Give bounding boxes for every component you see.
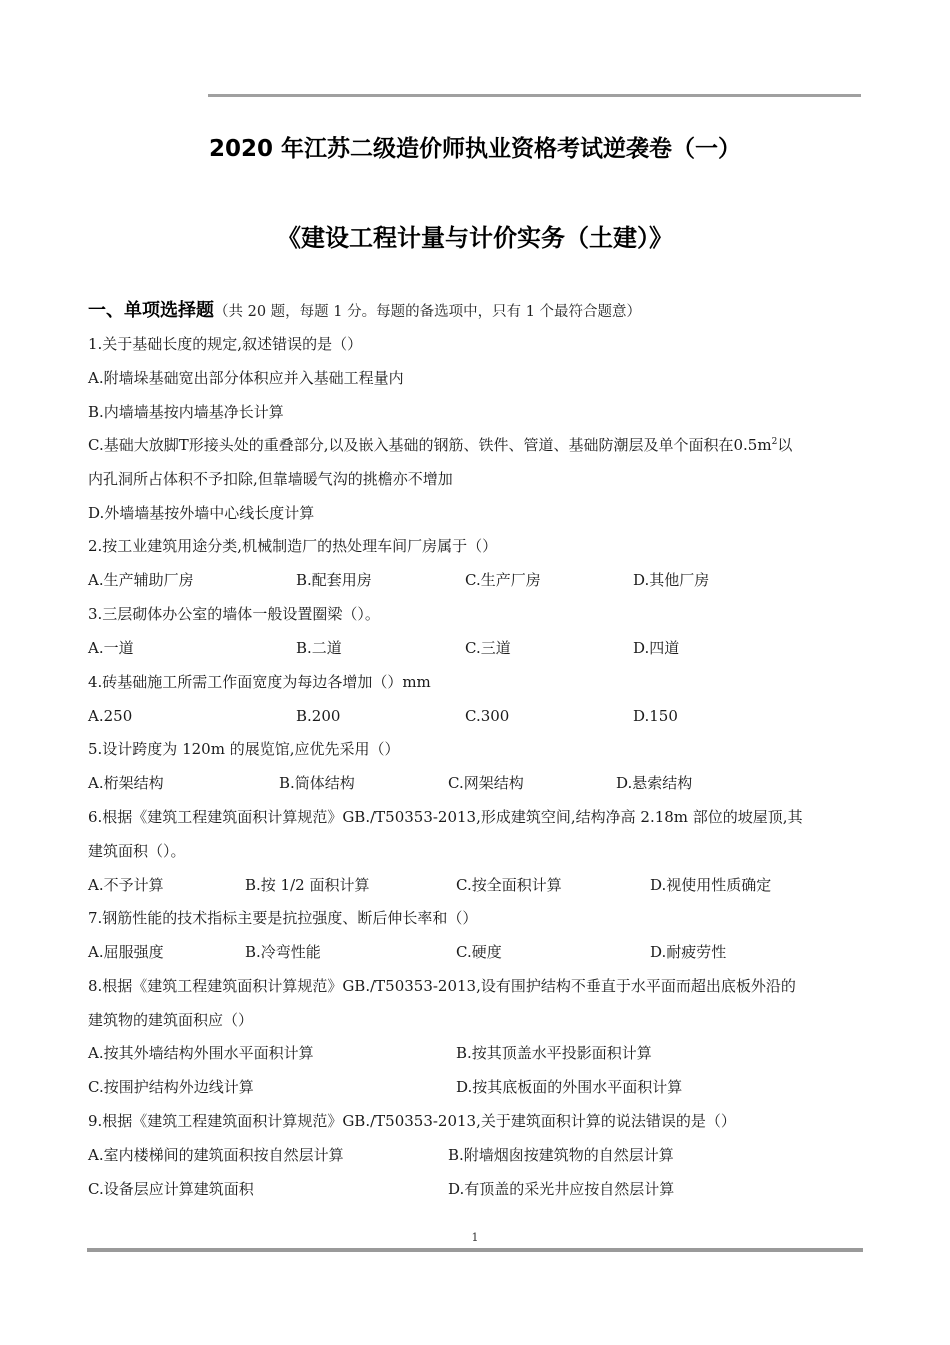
question-3-option-d: D.四道: [633, 639, 680, 657]
question-9-option-d: D.有顶盖的采光井应按自然层计算: [448, 1180, 675, 1198]
question-2-option-d: D.其他厂房: [633, 571, 710, 589]
question-1-option-b: B.内墙墙基按内墙基净长计算: [88, 403, 284, 421]
question-4-option-c: C.300: [465, 707, 510, 725]
question-7-option-a: A.屈服强度: [88, 943, 164, 961]
question-9-option-c: C.设备层应计算建筑面积: [88, 1180, 254, 1198]
question-2-option-a: A.生产辅助厂房: [88, 571, 194, 589]
question-2-option-c: C.生产厂房: [465, 571, 541, 589]
bottom-rule: [87, 1248, 863, 1252]
question-1-option-c-cont: 内孔洞所占体积不予扣除,但靠墙暖气沟的挑檐亦不增加: [88, 470, 453, 488]
question-6-stem-cont: 建筑面积（）。: [88, 842, 186, 860]
question-5-option-d: D.悬索结构: [616, 774, 693, 792]
question-9-option-a: A.室内楼梯间的建筑面积按自然层计算: [88, 1146, 344, 1164]
question-5-option-c: C.网架结构: [448, 774, 524, 792]
question-6-option-a: A.不予计算: [88, 876, 164, 894]
question-4-option-a: A.250: [88, 707, 133, 725]
question-5-stem: 5.设计跨度为 120m 的展览馆,应优先采用（）: [88, 740, 400, 758]
question-6-option-d: D.视使用性质确定: [650, 876, 772, 894]
section-heading: [88, 296, 641, 322]
question-3-option-b: B.二道: [296, 639, 342, 657]
question-5-option-b: B.筒体结构: [279, 774, 355, 792]
page-number: 1: [471, 1231, 479, 1244]
page-subtitle: 《建设工程计量与计价实务（土建）》: [277, 224, 673, 252]
question-9-option-b: B.附墙烟囱按建筑物的自然层计算: [448, 1146, 674, 1164]
question-3-stem: 3.三层砌体办公室的墙体一般设置圈梁（）。: [88, 605, 380, 623]
question-8-stem-cont: 建筑物的建筑面积应（）: [88, 1011, 254, 1029]
question-5-option-a: A.桁架结构: [88, 774, 164, 792]
question-3-option-a: A.一道: [88, 639, 134, 657]
question-9-stem: 9.根据《建筑工程建筑面积计算规范》GB./T50353-2013,关于建筑面积计算的说法错误的是（）: [88, 1112, 736, 1130]
question-4-stem: 4.砖基础施工所需工作面宽度为每边各增加（）mm: [88, 673, 431, 691]
question-1-option-d: D.外墙墙基按外墙中心线长度计算: [88, 504, 315, 522]
question-1-option-a: A.附墙垛基础宽出部分体积应并入基础工程量内: [88, 369, 404, 387]
question-8-option-a: A.按其外墙结构外围水平面积计算: [88, 1044, 314, 1062]
question-1-option-c: [88, 435, 792, 455]
question-8-option-d: D.按其底板面的外围水平面积计算: [456, 1078, 683, 1096]
question-7-option-c: C.硬度: [456, 943, 502, 961]
section-note: （共 20 题，每题 1 分。每题的备选项中，只有 1 个最符合题意）: [214, 304, 642, 320]
question-3-option-c: C.三道: [465, 639, 511, 657]
question-4-option-b: B.200: [296, 707, 341, 725]
superscript: 2: [771, 437, 778, 447]
question-6-option-c: C.按全面积计算: [456, 876, 562, 894]
question-8-option-b: B.按其顶盖水平投影面积计算: [456, 1044, 652, 1062]
question-8-option-c: C.按围护结构外边线计算: [88, 1078, 254, 1096]
question-6-option-b: B.按 1/2 面积计算: [245, 876, 370, 894]
question-7-option-b: B.冷弯性能: [245, 943, 321, 961]
section-label: 一、单项选择题: [88, 300, 214, 321]
question-7-option-d: D.耐疲劳性: [650, 943, 727, 961]
question-1-stem: 1.关于基础长度的规定,叙述错误的是（）: [88, 335, 363, 353]
question-1-option-c-text: C.基础大放脚T形接头处的重叠部分,以及嵌入基础的钢筋、铁件、管道、基础防潮层及单个面积在0.5m: [88, 436, 772, 454]
question-6-stem: 6.根据《建筑工程建筑面积计算规范》GB./T50353-2013,形成建筑空间,结构净高 2.18m 部位的坡屋顶,其: [88, 808, 803, 826]
question-1-option-c-tail: 以: [777, 436, 793, 454]
top-rule: [208, 94, 861, 97]
question-7-stem: 7.钢筋性能的技术指标主要是抗拉强度、断后伸长率和（）: [88, 909, 478, 927]
page-title: 2020 年江苏二级造价师执业资格考试逆袭卷（一）: [208, 136, 742, 162]
question-8-stem: 8.根据《建筑工程建筑面积计算规范》GB./T50353-2013,设有围护结构不垂直于水平面而超出底板外沿的: [88, 977, 796, 995]
question-2-option-b: B.配套用房: [296, 571, 372, 589]
question-2-stem: 2.按工业建筑用途分类,机械制造厂的热处理车间厂房属于（）: [88, 537, 498, 555]
question-4-option-d: D.150: [633, 707, 678, 725]
